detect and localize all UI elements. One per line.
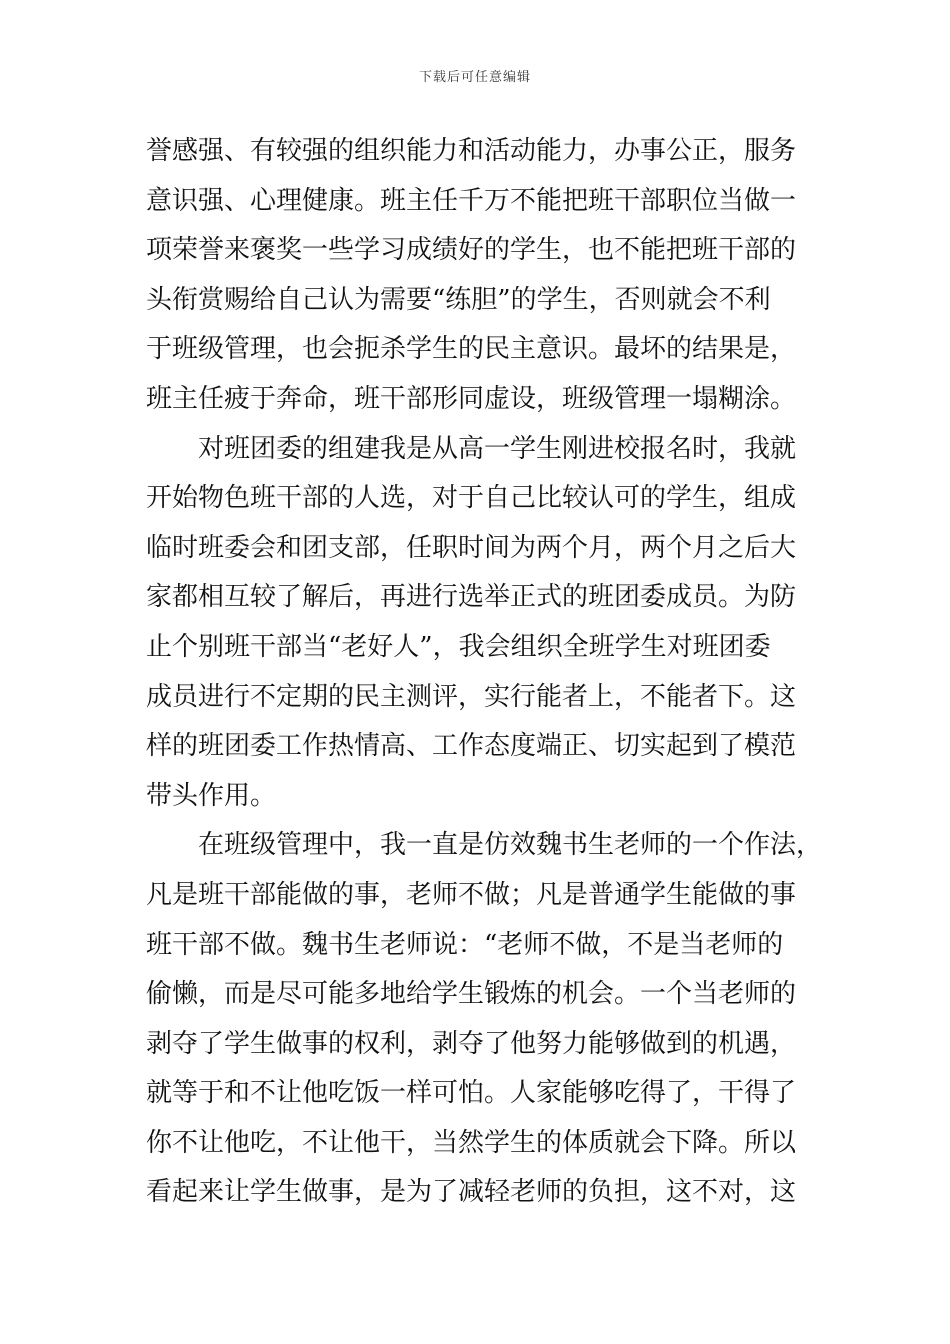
text-line: 成员进行不定期的民主测评，实行能者上，不能者下。这 [146, 681, 797, 712]
text-line: 偷懒，而是尽可能多地给学生锻炼的机会。一个当老师的 [146, 979, 797, 1010]
text-line: 班主任疲于奔命，班干部形同虚设，班级管理一塌糊涂。 [146, 383, 797, 414]
text-line: 家都相互较了解后，再进行选举正式的班团委成员。为防 [146, 582, 797, 613]
text-line: 凡是班干部能做的事，老师不做；凡是普通学生能做的事 [146, 879, 797, 910]
text-line: 在班级管理中，我一直是仿效魏书生老师的一个作法， [146, 830, 823, 861]
text-line: 班干部不做。魏书生老师说：“老师不做，不是当老师的 [146, 929, 784, 960]
text-line: 你不让他吃，不让他干，当然学生的体质就会下降。所以 [146, 1127, 797, 1158]
document-body [146, 127, 826, 1218]
text-line: 于班级管理，也会扼杀学生的民主意识。最坏的结果是， [146, 334, 797, 365]
text-line: 誉感强、有较强的组织能力和活动能力，办事公正，服务 [146, 136, 797, 166]
text-line: 项荣誉来褒奖一些学习成绩好的学生，也不能把班干部的 [146, 235, 797, 266]
text-line: 看起来让学生做事，是为了减轻老师的负担，这不对，这 [146, 1177, 797, 1208]
text-line: 样的班团委工作热情高、工作态度端正、切实起到了模范 [146, 731, 797, 762]
text-line: 临时班委会和团支部，任职时间为两个月，两个月之后大 [146, 532, 797, 563]
page-header: 下载后可任意编辑 [418, 70, 531, 85]
text-line: 对班团委的组建我是从高一学生刚进校报名时，我就 [146, 433, 797, 464]
text-line: 带头作用。 [146, 780, 277, 811]
text-line: 止个别班干部当“老好人”，我会组织全班学生对班团委 [146, 631, 771, 662]
text-line: 剥夺了学生做事的权利，剥夺了他努力能够做到的机遇， [146, 1028, 797, 1059]
text-line: 开始物色班干部的人选，对于自己比较认可的学生，组成 [146, 483, 797, 514]
text-line: 头衔赏赐给自己认为需要“练胆”的学生，否则就会不利 [146, 284, 771, 315]
text-line: 意识强、心理健康。班主任千万不能把班干部职位当做一 [146, 185, 797, 216]
text-line: 就等于和不让他吃饭一样可怕。人家能够吃得了，干得了 [146, 1078, 797, 1109]
